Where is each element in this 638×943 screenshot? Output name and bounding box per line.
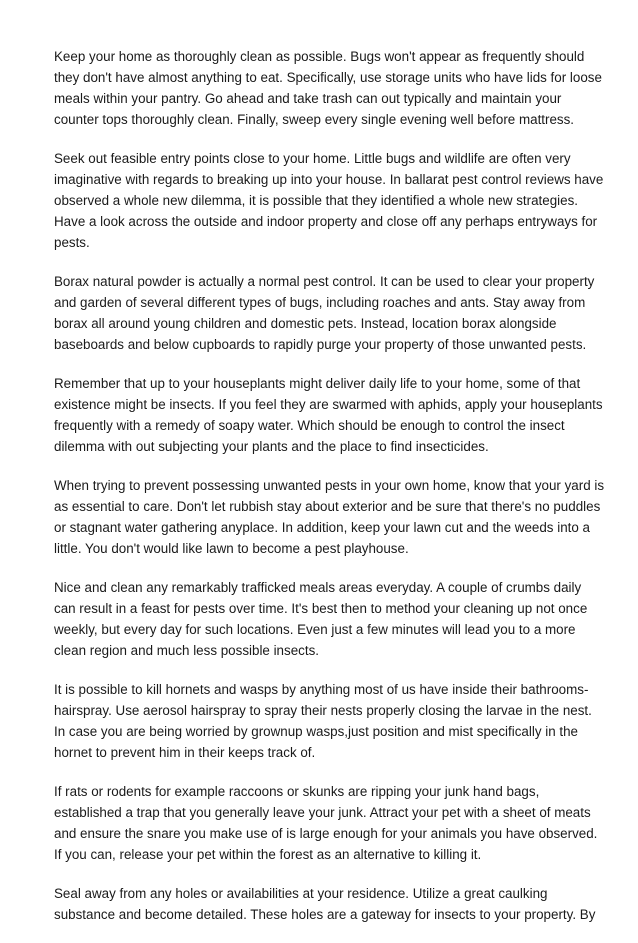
text-line: as essential to care. Don't let rubbish stay about exterior and be sure that there's no puddles <box>54 499 601 514</box>
paragraph-meal-areas <box>54 577 588 661</box>
text-line: and garden of several different types of bugs, including roaches and ants. Stay away from <box>54 295 586 310</box>
paragraph-entry-points <box>54 148 604 253</box>
text-line: hairspray. Use aerosol hairspray to spray their nests properly closing the larvae in the nest. <box>54 703 592 718</box>
text-line: In case you are being worried by grownup wasps,just position and mist specifically in the <box>54 724 578 739</box>
text-line: Have a look across the outside and indoor property and close off any perhaps entryways for <box>54 214 598 229</box>
text-line: and ensure the snare you make use of is large enough for your animals you have observed. <box>54 826 598 841</box>
text-line: observed a whole new dilemma, it is possible that they identified a whole new strategies. <box>54 193 579 208</box>
text-line: Seek out feasible entry points close to your home. Little bugs and wildlife are often very <box>54 151 571 166</box>
paragraph-seal-holes <box>54 883 596 925</box>
text-line: established a trap that you generally leave your junk. Attract your pet with a sheet of meats <box>54 805 591 820</box>
text-line: they don't have almost anything to eat. Specifically, use storage units who have lids for loose <box>54 70 602 85</box>
text-line: dilemma with out subjecting your plants and the place to find insecticides. <box>54 439 489 454</box>
text-line: Nice and clean any remarkably trafficked meals areas everyday. A couple of crumbs daily <box>54 580 582 595</box>
text-line: meals within your pantry. Go ahead and take trash can out typically and maintain your <box>54 91 562 106</box>
text-line: counter tops thoroughly clean. Finally, sweep every single evening well before mattress. <box>54 112 575 127</box>
text-line: borax all around young children and domestic pets. Instead, location borax alongside <box>54 316 557 331</box>
text-line: frequently with a remedy of soapy water. Which should be enough to control the insect <box>54 418 565 433</box>
text-line: Remember that up to your houseplants might deliver daily life to your home, some of that <box>54 376 581 391</box>
paragraph-yard-care <box>54 475 605 559</box>
text-line: substance and become detailed. These holes are a gateway for insects to your property. By <box>54 907 596 922</box>
text-line: If you can, release your pet within the forest as an alternative to killing it. <box>54 847 482 862</box>
text-line: can result in a feast for pests over time. It's best then to method your cleaning up not once <box>54 601 588 616</box>
text-line: imaginative with regards to breaking up into your house. In ballarat pest control reviews have <box>54 172 604 187</box>
text-line: If rats or rodents for example raccoons or skunks are ripping your junk hand bags, <box>54 784 540 799</box>
text-line: pests. <box>54 235 90 250</box>
text-line: Keep your home as thoroughly clean as possible. Bugs won't appear as frequently should <box>54 49 585 64</box>
text-line: existence might be insects. If you feel they are swarmed with aphids, apply your houseplants <box>54 397 603 412</box>
text-line: clean region and much less possible insects. <box>54 643 319 658</box>
text-line: hornet to prevent him in their keeps track of. <box>54 745 316 760</box>
text-line: Borax natural powder is actually a normal pest control. It can be used to clear your property <box>54 274 595 289</box>
text-line: When trying to prevent possessing unwanted pests in your own home, know that your yard is <box>54 478 605 493</box>
text-line: It is possible to kill hornets and wasps by anything most of us have inside their bathrooms- <box>54 682 589 697</box>
paragraph-borax <box>54 271 595 355</box>
paragraph-keep-home-clean <box>54 46 602 130</box>
paragraph-hornets-wasps <box>54 679 592 763</box>
text-line: or stagnant water gathering anyplace. In addition, keep your lawn cut and the weeds into a <box>54 520 590 535</box>
text-line: baseboards and below cupboards to rapidly purge your property of those unwanted pests. <box>54 337 587 352</box>
document-body <box>54 46 605 943</box>
paragraph-rodents <box>54 781 598 865</box>
paragraph-houseplants <box>54 373 603 457</box>
text-line: little. You don't would like lawn to become a pest playhouse. <box>54 541 409 556</box>
text-line: weekly, but every day for such locations. Even just a few minutes will lead you to a more <box>54 622 576 637</box>
text-line: Seal away from any holes or availabilities at your residence. Utilize a great caulking <box>54 886 548 901</box>
